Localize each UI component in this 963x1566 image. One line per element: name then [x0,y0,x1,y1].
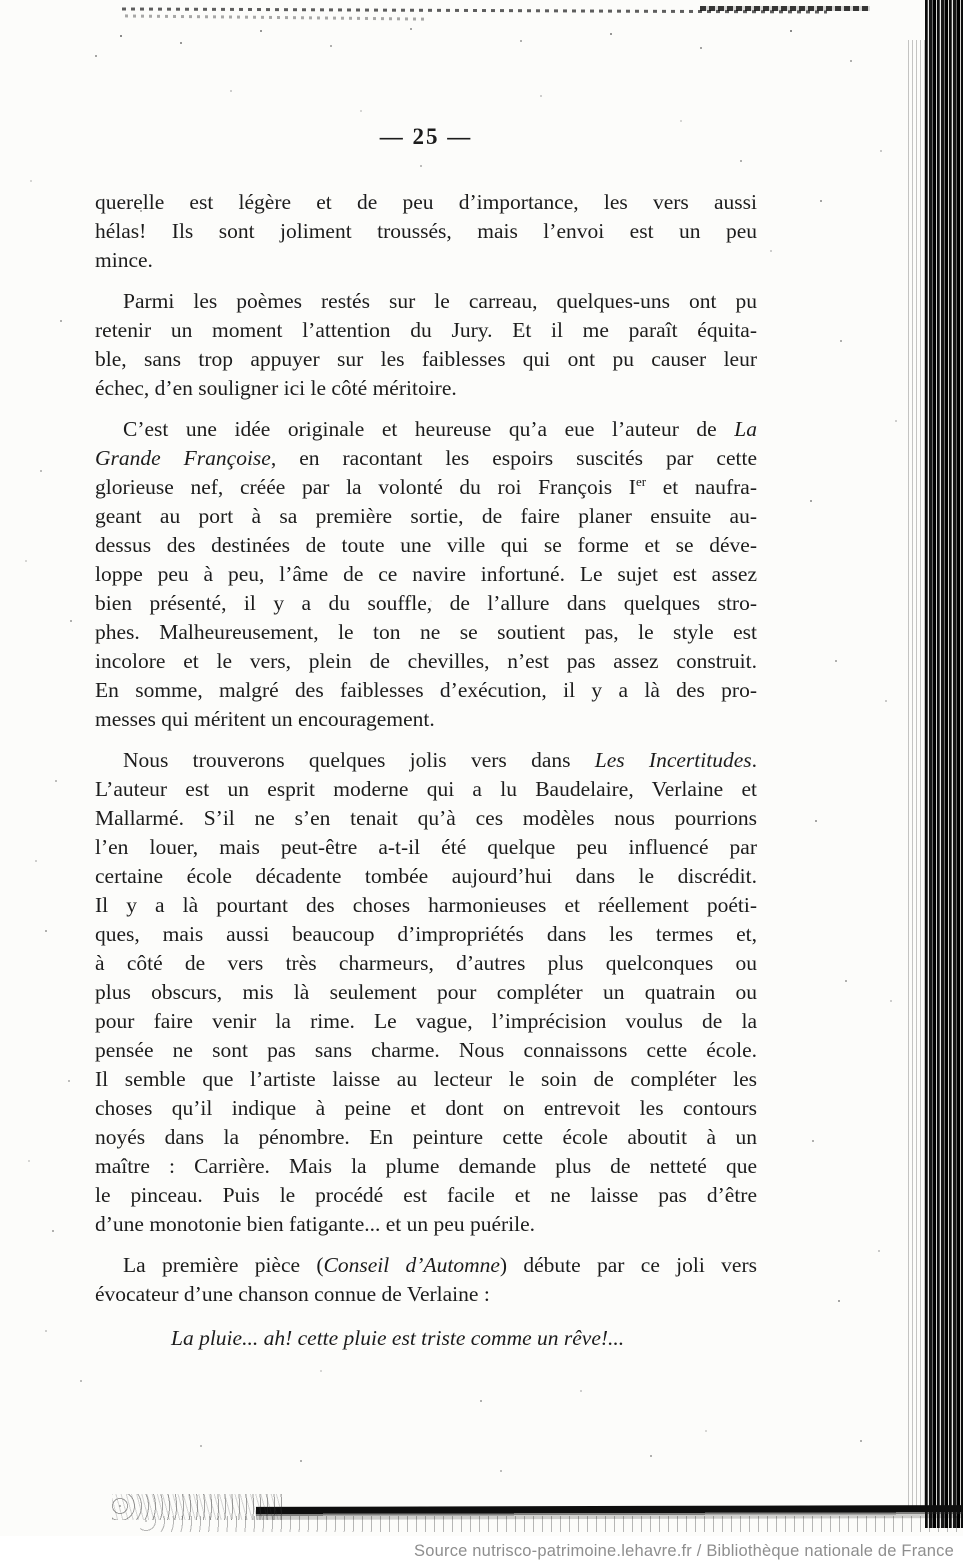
text-run: Les Incertitudes [594,748,752,772]
text-line [95,502,757,531]
text-line [95,188,757,217]
text-line [95,1280,757,1309]
text-run: certaine école décadente tombée aujourd’hui dans le discrédit. [95,864,757,888]
text-line [95,1181,757,1210]
text-run: incolore et le vers, plein de chevilles, n’est pas assez construit. [95,649,757,673]
text-run: , en racontant les espoirs suscités par cette [270,446,757,470]
text-run: d’une monotonie bien fatigante... et un peu puérile. [95,1212,536,1236]
text-run: ) débute par ce joli vers [499,1253,757,1277]
text-run: loppe peu à peu, l’âme de ce navire infortuné. Le sujet est assez [95,562,757,586]
text-line [95,647,757,676]
text-line [95,473,757,502]
text-run: ble, sans trop appuyer sur les faiblesses qui ont pu causer leur [95,347,757,371]
text-line [95,1036,757,1065]
paragraph [95,1251,757,1309]
text-run: Parmi les poèmes restés sur le carreau, quelques-uns ont pu [123,289,757,313]
text-line [95,345,757,374]
text-run: dessus des destinées de toute une ville qui se forme et se déve- [95,533,757,557]
source-attribution-bar [0,1536,963,1566]
text-run: Conseil d’Automne [323,1253,500,1277]
text-run: glorieuse nef, créée par la volonté du roi François I [95,475,636,499]
text-run: En somme, malgré des faiblesses d’exécution, il y a là des pro- [95,678,757,702]
text-line [95,775,757,804]
text-line [95,833,757,862]
text-run: échec, d’en souligner ici le côté méritoire. [95,376,457,400]
text-run: La [734,417,757,441]
source-attribution-text: Source nutrisco-patrimoine.lehavre.fr / Bibliothèque nationale de France [414,1541,954,1560]
text-line [95,1152,757,1181]
text-run: messes qui méritent un encouragement. [95,707,435,731]
text-run: ques, mais aussi beaucoup d’impropriétés dans les termes et, [95,922,757,946]
text-run: Il semble que l’artiste laisse au lecteur le soin de compléter les [95,1067,757,1091]
text-line [95,589,757,618]
text-line [95,978,757,1007]
text-line [95,1007,757,1036]
text-run: retenir un moment l’attention du Jury. Et il me paraît équita- [95,318,757,342]
text-run: phes. Malheureusement, le ton ne se soutient pas, le style est [95,620,757,644]
text-run: Mallarmé. S’il ne s’en tenait qu’à ces modèles nous pourrions [95,806,757,830]
text-run: querelle est légère et de peu d’importance, les vers aussi [95,190,757,214]
text-run: L’auteur est un esprit moderne qui a lu Baudelaire, Verlaine et [95,777,757,801]
text-run: bien présenté, il y a du souffle, de l’allure dans quelques stro- [95,591,757,615]
text-line [95,444,757,473]
text-line [95,531,757,560]
text-run: et naufra- [646,475,757,499]
text-line [95,217,757,246]
text-run: geant au port à sa première sortie, de faire planer ensuite au- [95,504,757,528]
text-line [95,246,757,275]
text-line [95,949,757,978]
text-line [95,746,757,775]
text-run: maître : Carrière. Mais la plume demande plus de netteté que [95,1154,757,1178]
text-run: Grande Françoise [95,446,271,470]
book-edge-shadow-fade [908,40,925,1510]
text-run: hélas! Ils sont joliment troussés, mais l’envoi est un peu [95,219,757,243]
text-run: évocateur d’une chanson connue de Verlaine : [95,1282,490,1306]
text-run: mince. [95,248,153,272]
scan-noise-top-streak-2 [125,14,425,20]
text-line [95,891,757,920]
text-run: choses qu’il indique à peine et dont on entrevoit les contours [95,1096,757,1120]
paragraph [95,415,757,734]
book-edge-shadow [925,0,963,1528]
paragraph [95,287,757,403]
text-run: l’en louer, mais peut-être a-t-il été quelque peu influencé par [95,835,757,859]
text-line [95,1210,757,1239]
text-line [95,560,757,589]
verse-quote [95,1324,757,1353]
text-line [95,804,757,833]
scan-specks-light [0,0,2,2]
text-line [95,920,757,949]
text-line [95,287,757,316]
paragraphs-container [95,188,757,1353]
text-run: noyés dans la pénombre. En peinture cette école aboutit à un [95,1125,757,1149]
scan-noise-top-streak-3 [700,6,870,11]
text-line [95,1065,757,1094]
text-run: La première pièce ( [123,1253,324,1277]
text-run: Il y a là pourtant des choses harmonieuses et réellement poéti- [95,893,757,917]
text-line [95,676,757,705]
page-number: — 25 — [379,124,473,149]
text-line [95,1251,757,1280]
paragraph [95,746,757,1239]
text-run: Nous trouverons quelques jolis vers dans [123,748,595,772]
scanned-page-text [95,122,757,1353]
text-run: er [635,473,647,489]
text-line [95,705,757,734]
text-line [95,1123,757,1152]
text-line [95,1094,757,1123]
text-run: . [751,748,757,772]
text-line [95,316,757,345]
text-run: La pluie... ah! cette pluie est triste comme un rêve!... [171,1326,625,1350]
text-line [95,862,757,891]
text-line [171,1324,757,1353]
text-run: le pinceau. Puis le procédé est facile et ne laisse pas d’être [95,1183,757,1207]
text-line [95,618,757,647]
text-line [95,374,757,403]
text-run: à côté de vers très charmeurs, d’autres plus quelconques ou [95,951,757,975]
text-run: C’est une idée originale et heureuse qu’a eue l’auteur de [123,417,735,441]
text-run: pensée ne sont pas sans charme. Nous connaissons cette école. [95,1038,757,1062]
text-run: plus obscurs, mis là seulement pour compléter un quatrain ou [95,980,757,1004]
scan-noise-bottom-scribble [112,1494,282,1520]
paragraph [95,188,757,275]
text-run: pour faire venir la rime. Le vague, l’imprécision voulus de la [95,1009,757,1033]
text-line [95,415,757,444]
